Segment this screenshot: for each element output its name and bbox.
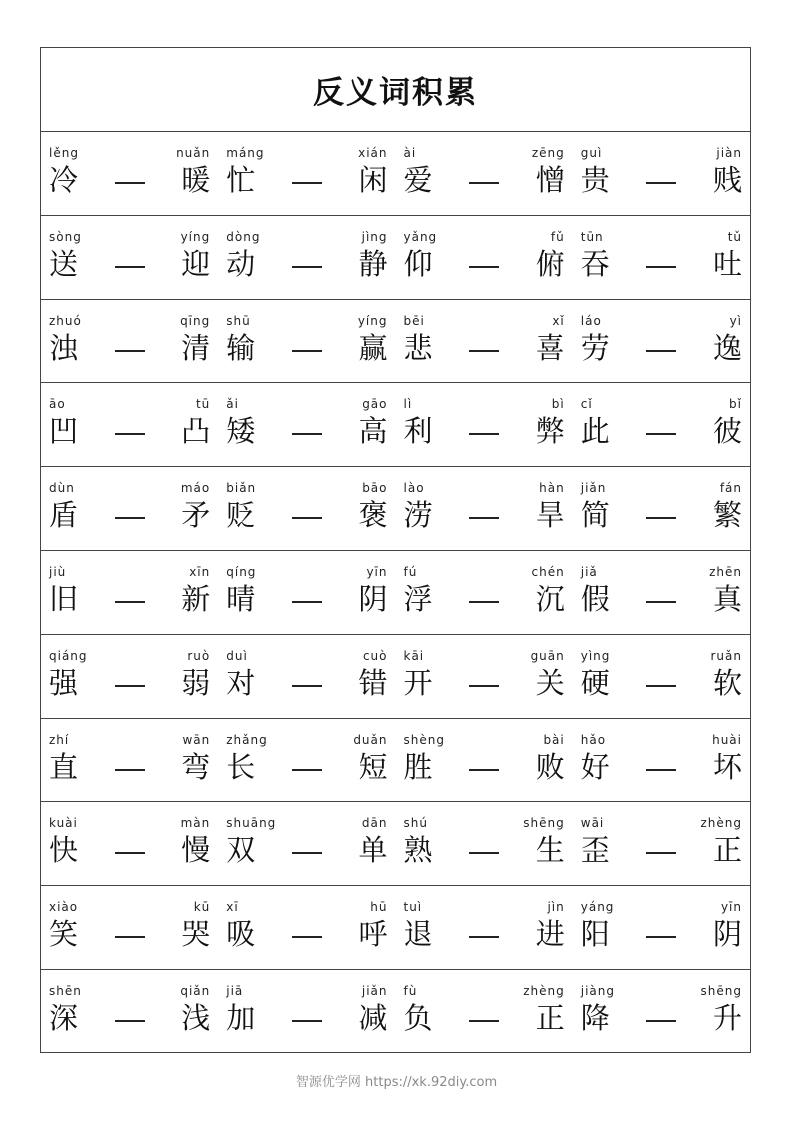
pinyin-left: hǎo — [580, 732, 607, 747]
dash-separator — [292, 350, 322, 352]
pinyin-left: yǎng — [403, 229, 438, 244]
character-right: 坏 — [712, 749, 742, 784]
antonym-pair — [573, 551, 750, 634]
character-right: 凸 — [181, 414, 211, 449]
dash-separator — [469, 350, 499, 352]
pinyin-right: bài — [543, 732, 565, 747]
character-left: 简 — [580, 498, 610, 533]
pinyin-left: zhuó — [49, 313, 82, 328]
antonym-row — [41, 635, 750, 719]
pinyin-right: yíng — [357, 313, 388, 328]
pinyin-left: jiǎn — [580, 481, 607, 496]
pinyin-left: shēn — [49, 983, 82, 998]
pinyin-right: bāo — [362, 481, 388, 496]
antonym-pair — [396, 216, 573, 299]
pinyin-left: tuì — [403, 900, 423, 915]
character-right: 褒 — [358, 498, 388, 533]
antonym-pair — [396, 970, 573, 1054]
dash-separator — [292, 1020, 322, 1022]
character-left: 快 — [49, 833, 79, 868]
character-right: 败 — [535, 749, 565, 784]
antonym-pair — [218, 551, 395, 634]
character-right: 弱 — [181, 665, 211, 700]
dash-separator — [115, 601, 145, 603]
character-right: 旱 — [535, 498, 565, 533]
antonym-pair — [573, 300, 750, 383]
pinyin-left: āo — [49, 397, 66, 412]
dash-separator — [646, 433, 676, 435]
pinyin-right: yīn — [366, 564, 388, 579]
dash-separator — [115, 517, 145, 519]
character-right: 迎 — [181, 246, 211, 281]
pinyin-left: kuài — [49, 816, 78, 831]
page-title: 反义词积累 — [313, 75, 478, 111]
pinyin-right: bǐ — [729, 397, 742, 412]
pinyin-left: shuāng — [226, 816, 277, 831]
dash-separator — [469, 601, 499, 603]
antonym-pair — [396, 719, 573, 802]
character-left: 涝 — [403, 498, 433, 533]
character-left: 退 — [403, 917, 433, 952]
character-left: 硬 — [580, 665, 610, 700]
character-left: 假 — [580, 581, 610, 616]
character-right: 错 — [358, 665, 388, 700]
character-left: 利 — [403, 414, 433, 449]
character-right: 憎 — [535, 163, 565, 197]
character-left: 好 — [580, 749, 610, 784]
pinyin-right: dān — [361, 816, 388, 831]
character-right: 彼 — [712, 414, 742, 449]
character-left: 矮 — [226, 414, 256, 449]
antonym-pair — [41, 551, 218, 634]
dash-separator — [469, 936, 499, 938]
pinyin-left: guì — [580, 146, 603, 160]
pinyin-left: qiáng — [49, 648, 88, 663]
dash-separator — [646, 685, 676, 687]
character-left: 开 — [403, 665, 433, 700]
pinyin-right: hàn — [539, 481, 565, 496]
character-left: 强 — [49, 665, 79, 700]
antonym-row — [41, 132, 750, 216]
pinyin-right: chén — [531, 564, 565, 579]
character-right: 闲 — [358, 163, 388, 197]
pinyin-right: tū — [195, 397, 211, 412]
antonym-pair — [573, 635, 750, 718]
character-right: 浅 — [181, 1000, 211, 1035]
pinyin-left: yìng — [580, 648, 611, 663]
character-left: 劳 — [580, 330, 610, 365]
antonym-pair — [41, 467, 218, 550]
dash-separator — [292, 769, 322, 771]
antonym-row — [41, 886, 750, 970]
character-right: 阴 — [358, 581, 388, 616]
antonym-row — [41, 970, 750, 1054]
dash-separator — [292, 433, 322, 435]
dash-separator — [292, 266, 322, 268]
character-right: 逸 — [712, 330, 742, 365]
character-right: 清 — [181, 330, 211, 365]
pinyin-left: ài — [403, 146, 417, 160]
pinyin-left: shú — [403, 816, 428, 831]
pinyin-right: duǎn — [353, 732, 388, 747]
character-left: 浮 — [403, 581, 433, 616]
character-right: 生 — [535, 833, 565, 868]
character-left: 仰 — [403, 246, 433, 281]
character-left: 贵 — [580, 163, 610, 197]
dash-separator — [469, 266, 499, 268]
dash-separator — [469, 517, 499, 519]
pinyin-right: wān — [182, 732, 211, 747]
antonym-pair — [41, 300, 218, 383]
pinyin-right: màn — [180, 816, 211, 831]
pinyin-left: ǎi — [226, 397, 239, 412]
character-left: 负 — [403, 1000, 433, 1035]
antonym-pair — [218, 132, 395, 215]
pinyin-left: jiù — [49, 564, 67, 579]
pinyin-right: jiàn — [716, 146, 742, 160]
pinyin-right: jìng — [361, 229, 388, 244]
character-right: 慢 — [181, 833, 211, 868]
pinyin-left: lěng — [49, 146, 79, 160]
dash-separator — [115, 685, 145, 687]
dash-separator — [646, 601, 676, 603]
antonym-pair — [218, 802, 395, 885]
character-left: 悲 — [403, 330, 433, 365]
pinyin-right: qiǎn — [180, 983, 211, 998]
antonym-pair — [41, 719, 218, 802]
pinyin-right: jìn — [547, 900, 565, 915]
antonym-row — [41, 719, 750, 803]
character-right: 呼 — [358, 917, 388, 952]
antonym-pair — [396, 551, 573, 634]
character-left: 对 — [226, 665, 256, 700]
character-right: 沉 — [535, 581, 565, 616]
character-right: 赢 — [358, 330, 388, 365]
antonym-pair — [41, 132, 218, 215]
dash-separator — [646, 936, 676, 938]
dash-separator — [115, 433, 145, 435]
character-left: 动 — [226, 246, 256, 281]
pinyin-left: fù — [403, 983, 418, 998]
dash-separator — [115, 350, 145, 352]
pinyin-right: tǔ — [727, 229, 742, 244]
antonym-pair — [573, 802, 750, 885]
antonym-pair — [41, 802, 218, 885]
pinyin-right: shēng — [523, 816, 565, 831]
character-left: 降 — [580, 1000, 610, 1035]
dash-separator — [115, 182, 145, 184]
pinyin-left: yáng — [580, 900, 615, 915]
pinyin-left: jiàng — [580, 983, 615, 998]
pinyin-left: wāi — [580, 816, 605, 831]
antonym-pair — [573, 970, 750, 1054]
character-right: 单 — [358, 833, 388, 868]
dash-separator — [115, 769, 145, 771]
pinyin-left: shū — [226, 313, 251, 328]
pinyin-right: qīng — [180, 313, 211, 328]
dash-separator — [115, 1020, 145, 1022]
antonym-row — [41, 467, 750, 551]
character-right: 吐 — [712, 246, 742, 281]
character-right: 弯 — [181, 749, 211, 784]
character-right: 繁 — [712, 498, 742, 533]
character-left: 此 — [580, 414, 610, 449]
pinyin-right: shēng — [700, 983, 742, 998]
character-right: 关 — [535, 665, 565, 700]
antonym-pair — [573, 216, 750, 299]
character-right: 软 — [712, 665, 742, 700]
character-left: 笑 — [49, 917, 79, 952]
pinyin-right: xīn — [189, 564, 211, 579]
character-right: 阴 — [712, 917, 742, 952]
character-right: 高 — [358, 414, 388, 449]
pinyin-right: jiǎn — [361, 983, 388, 998]
character-left: 贬 — [226, 498, 256, 533]
antonym-pair — [573, 719, 750, 802]
footer-watermark: 智源优学网 https://xk.92diy.com — [295, 1075, 498, 1090]
pinyin-left: jiǎ — [580, 564, 598, 579]
dash-separator — [646, 517, 676, 519]
character-left: 长 — [226, 749, 256, 784]
pinyin-right: gāo — [362, 397, 388, 412]
antonym-row — [41, 802, 750, 886]
antonym-pair — [41, 886, 218, 969]
pinyin-left: biǎn — [226, 481, 257, 496]
antonym-pair — [218, 719, 395, 802]
antonym-pair — [573, 467, 750, 550]
pinyin-right: bì — [551, 397, 565, 412]
pinyin-right: yīn — [720, 900, 742, 915]
character-right: 升 — [712, 1000, 742, 1035]
antonym-pair — [573, 383, 750, 466]
pinyin-right: yíng — [180, 229, 211, 244]
dash-separator — [646, 769, 676, 771]
character-left: 深 — [49, 1000, 79, 1035]
character-left: 旧 — [49, 581, 79, 616]
character-left: 输 — [226, 330, 256, 365]
dash-separator — [646, 182, 676, 184]
pinyin-left: duì — [226, 648, 248, 663]
character-left: 爱 — [403, 163, 433, 197]
antonym-pair — [396, 886, 573, 969]
antonym-pair — [218, 467, 395, 550]
pinyin-left: lì — [403, 397, 413, 412]
dash-separator — [469, 852, 499, 854]
character-right: 弊 — [535, 414, 565, 449]
pinyin-left: kāi — [403, 648, 425, 663]
pinyin-right: fán — [719, 481, 742, 496]
antonym-pair — [41, 970, 218, 1054]
character-left: 凹 — [49, 414, 79, 449]
dash-separator — [469, 769, 499, 771]
dash-separator — [469, 433, 499, 435]
pinyin-left: cǐ — [580, 397, 593, 412]
dash-separator — [115, 266, 145, 268]
dash-separator — [292, 517, 322, 519]
worksheet-table — [40, 47, 751, 1053]
character-right: 真 — [712, 581, 742, 616]
pinyin-left: fú — [403, 564, 418, 579]
pinyin-left: bēi — [403, 313, 425, 328]
dash-separator — [292, 936, 322, 938]
character-right: 俯 — [535, 246, 565, 281]
pinyin-right: fǔ — [550, 229, 565, 244]
character-right: 喜 — [535, 330, 565, 365]
pinyin-left: jiā — [226, 983, 244, 998]
pinyin-left: tūn — [580, 229, 604, 244]
pinyin-left: sòng — [49, 229, 82, 244]
pinyin-right: zēng — [531, 146, 565, 160]
pinyin-right: máo — [180, 481, 211, 496]
pinyin-right: zhèng — [523, 983, 565, 998]
character-left: 吞 — [580, 246, 610, 281]
pinyin-left: shèng — [403, 732, 445, 747]
dash-separator — [469, 182, 499, 184]
antonym-row — [41, 383, 750, 467]
antonym-pair — [41, 216, 218, 299]
pinyin-right: huài — [712, 732, 742, 747]
antonym-pair — [396, 132, 573, 215]
character-right: 正 — [535, 1000, 565, 1035]
character-left: 加 — [226, 1000, 256, 1035]
character-left: 胜 — [403, 749, 433, 784]
character-right: 进 — [535, 917, 565, 952]
dash-separator — [646, 266, 676, 268]
antonym-row — [41, 216, 750, 300]
antonym-pair — [218, 635, 395, 718]
character-right: 贱 — [712, 163, 742, 197]
antonym-pair — [396, 467, 573, 550]
pinyin-right: yì — [729, 313, 742, 328]
pinyin-right: hū — [370, 900, 388, 915]
dash-separator — [469, 685, 499, 687]
antonym-pair — [41, 635, 218, 718]
antonym-pair — [573, 886, 750, 969]
antonym-pair — [218, 383, 395, 466]
pinyin-left: dòng — [226, 229, 261, 244]
pinyin-left: zhǎng — [226, 732, 268, 747]
character-left: 浊 — [49, 330, 79, 365]
antonym-pair — [218, 300, 395, 383]
character-left: 冷 — [49, 163, 79, 197]
pinyin-right: guān — [530, 648, 565, 663]
dash-separator — [646, 350, 676, 352]
antonym-row — [41, 300, 750, 384]
character-left: 盾 — [49, 498, 79, 533]
character-right: 静 — [358, 246, 388, 281]
character-right: 减 — [358, 1000, 388, 1035]
antonym-pair — [218, 216, 395, 299]
dash-separator — [469, 1020, 499, 1022]
pinyin-right: zhèng — [700, 816, 742, 831]
antonym-pair — [573, 132, 750, 215]
dash-separator — [292, 685, 322, 687]
pinyin-right: nuǎn — [176, 146, 211, 160]
pinyin-left: xī — [226, 900, 239, 915]
antonym-pair — [218, 886, 395, 969]
pinyin-right: ruǎn — [710, 648, 742, 663]
character-left: 吸 — [226, 917, 256, 952]
antonym-pair — [396, 383, 573, 466]
antonym-pair — [396, 802, 573, 885]
word-rows — [41, 132, 750, 1054]
dash-separator — [646, 852, 676, 854]
dash-separator — [646, 1020, 676, 1022]
pinyin-right: zhēn — [709, 564, 742, 579]
character-left: 直 — [49, 749, 79, 784]
character-right: 矛 — [181, 498, 211, 533]
antonym-row — [41, 551, 750, 635]
pinyin-right: cuò — [362, 648, 388, 663]
character-left: 歪 — [580, 833, 610, 868]
dash-separator — [292, 852, 322, 854]
dash-separator — [115, 936, 145, 938]
dash-separator — [115, 852, 145, 854]
character-right: 正 — [712, 833, 742, 868]
antonym-pair — [218, 970, 395, 1054]
character-left: 双 — [226, 833, 256, 868]
character-right: 短 — [358, 749, 388, 784]
character-left: 晴 — [226, 581, 256, 616]
pinyin-left: xiào — [49, 900, 79, 915]
pinyin-left: zhí — [49, 732, 70, 747]
character-left: 熟 — [403, 833, 433, 868]
pinyin-right: ruò — [187, 648, 211, 663]
pinyin-left: láo — [580, 313, 602, 328]
pinyin-right: kū — [193, 900, 211, 915]
pinyin-left: lào — [403, 481, 425, 496]
character-left: 阳 — [580, 917, 610, 952]
character-left: 送 — [49, 246, 79, 281]
character-left: 忙 — [226, 163, 256, 197]
pinyin-left: máng — [226, 146, 265, 160]
character-right: 新 — [181, 581, 211, 616]
pinyin-left: dùn — [49, 481, 75, 496]
pinyin-right: xián — [358, 146, 388, 160]
antonym-pair — [396, 300, 573, 383]
character-right: 哭 — [181, 917, 211, 952]
dash-separator — [292, 182, 322, 184]
dash-separator — [292, 601, 322, 603]
antonym-pair — [396, 635, 573, 718]
antonym-pair — [41, 383, 218, 466]
title-row — [41, 48, 750, 132]
character-right: 暖 — [181, 163, 211, 197]
pinyin-left: qíng — [226, 564, 257, 579]
pinyin-right: xǐ — [552, 313, 565, 328]
